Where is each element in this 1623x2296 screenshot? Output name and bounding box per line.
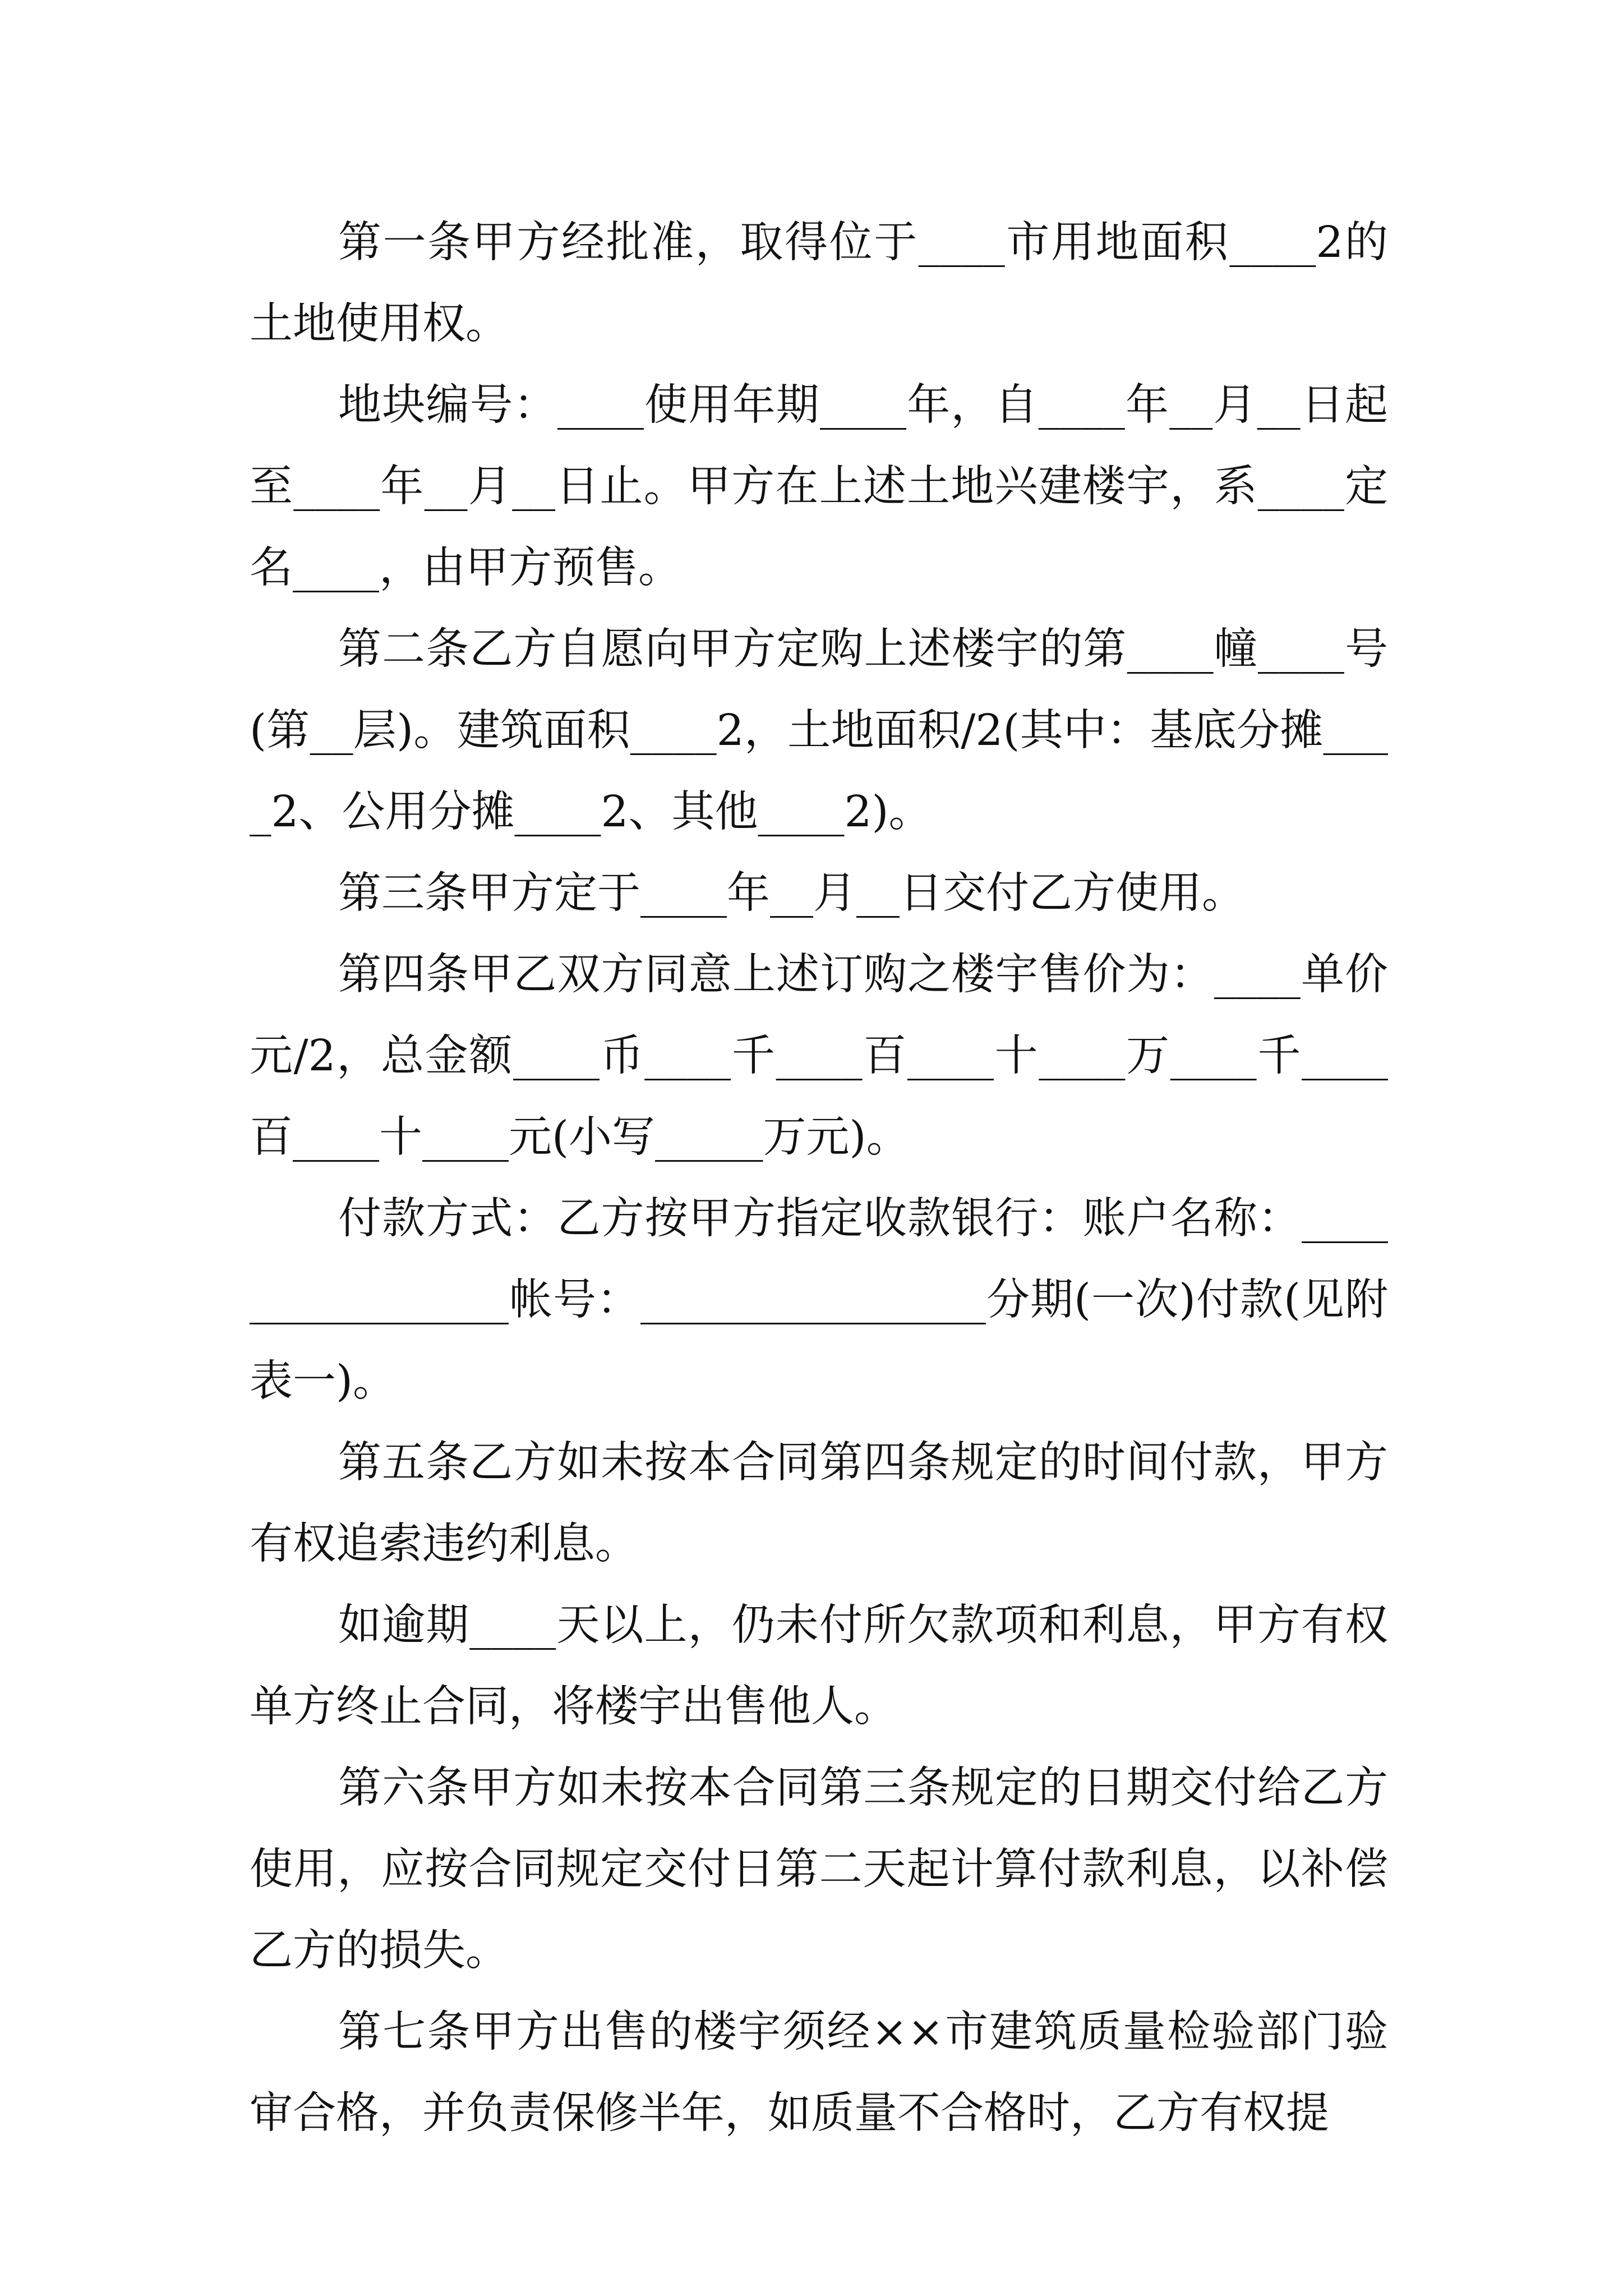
paragraph-article-1: 第一条甲方经批准，取得位于____市用地面积____2的土地使用权。 [250, 218, 1388, 349]
paragraph-article-3: 第三条甲方定于____年__月__日交付乙方使用。 [338, 868, 1245, 918]
document-body [250, 202, 1388, 2154]
paragraph-article-7: 第七条甲方出售的楼宇须经××市建筑质量检验部门验审合格，并负责保修半年，如质量不合格时，乙方有权提 [250, 2007, 1388, 2138]
paragraph-article-5: 第五条乙方如未按本合同第四条规定的时间付款，甲方有权追索违约利息。 [250, 1438, 1388, 1569]
paragraph-overdue: 如逾期____天以上，仍未付所欠款项和利息，甲方有权单方终止合同，将楼宇出售他人。 [250, 1600, 1388, 1732]
paragraph-article-2: 第二条乙方自愿向甲方定购上述楼宇的第____幢____号(第__层)。建筑面积____2，土地面积/2(其中：基底分摊____2、公用分摊____2、其他____2)。 [250, 624, 1388, 837]
paragraph-plot-number: 地块编号：____使用年期____年，自____年__月__日起至____年__月__日止。甲方在上述土地兴建楼宇，系____定名____，由甲方预售。 [250, 380, 1388, 593]
paragraph-payment-method: 付款方式：乙方按甲方指定收款银行：账户名称：________________帐号：________________分期(一次)付款(见附表一)。 [250, 1194, 1388, 1406]
paragraph-article-6: 第六条甲方如未按本合同第三条规定的日期交付给乙方使用，应按合同规定交付日第二天起计算付款利息，以补偿乙方的损失。 [250, 1763, 1388, 1976]
paragraph-article-4: 第四条甲乙双方同意上述订购之楼宇售价为：____单价元/2，总金额____币____千____百____十____万____千____百____十____元(小写_____万元)。 [250, 950, 1388, 1162]
